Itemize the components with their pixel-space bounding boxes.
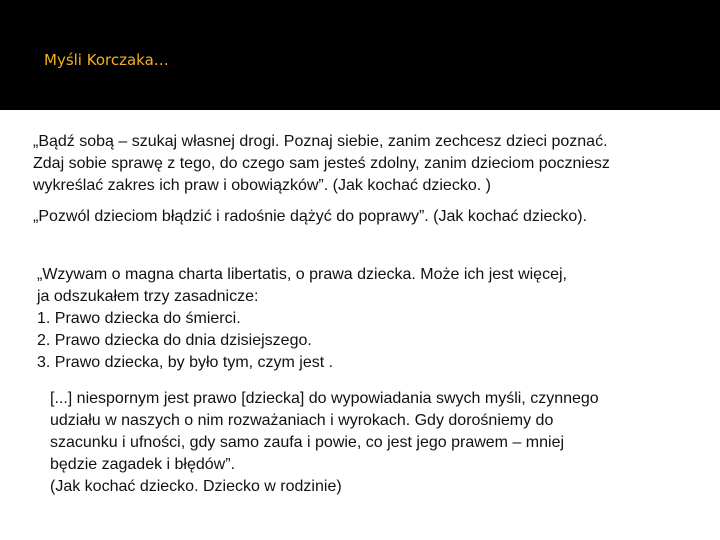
quote-right-to-speak: [...] niespornym jest prawo [dziecka] do wypowiadania swych myśli, czynnego udziału w naszych o nim rozważaniach i wyrokach. Gdy dorośniemy do szacunku i ufności, gdy samo zaufa i powie, co jest jego prawem – mniej będzie zagadek i błędów”. (Jak kochać dziecko. Dziecko w rodzinie) <box>50 390 599 495</box>
slide-title: Myśli Korczaka… <box>44 51 169 69</box>
quote-let-children-err: „Pozwól dzieciom błądzić i radośnie dążyć do poprawy”. (Jak kochać dziecko). <box>33 208 588 225</box>
header-band <box>0 0 720 110</box>
quote-magna-charta: „Wzywam o magna charta libertatis, o prawa dziecka. Może ich jest więcej, ja odszukałem trzy zasadnicze: 1. Prawo dziecka do śmierci. 2. Prawo dziecka do dnia dzisiejszego. 3. Prawo dziecka, by było tym, czym jest . <box>37 266 567 371</box>
quote-be-yourself: „Bądź sobą – szukaj własnej drogi. Poznaj siebie, zanim zechcesz dzieci poznać. Zdaj sobie sprawę z tego, do czego sam jesteś zdolny, zanim dzieciom poczniesz wykreślać zakres ich praw i obowiązków”. (Jak kochać dziecko. ) <box>33 133 610 194</box>
